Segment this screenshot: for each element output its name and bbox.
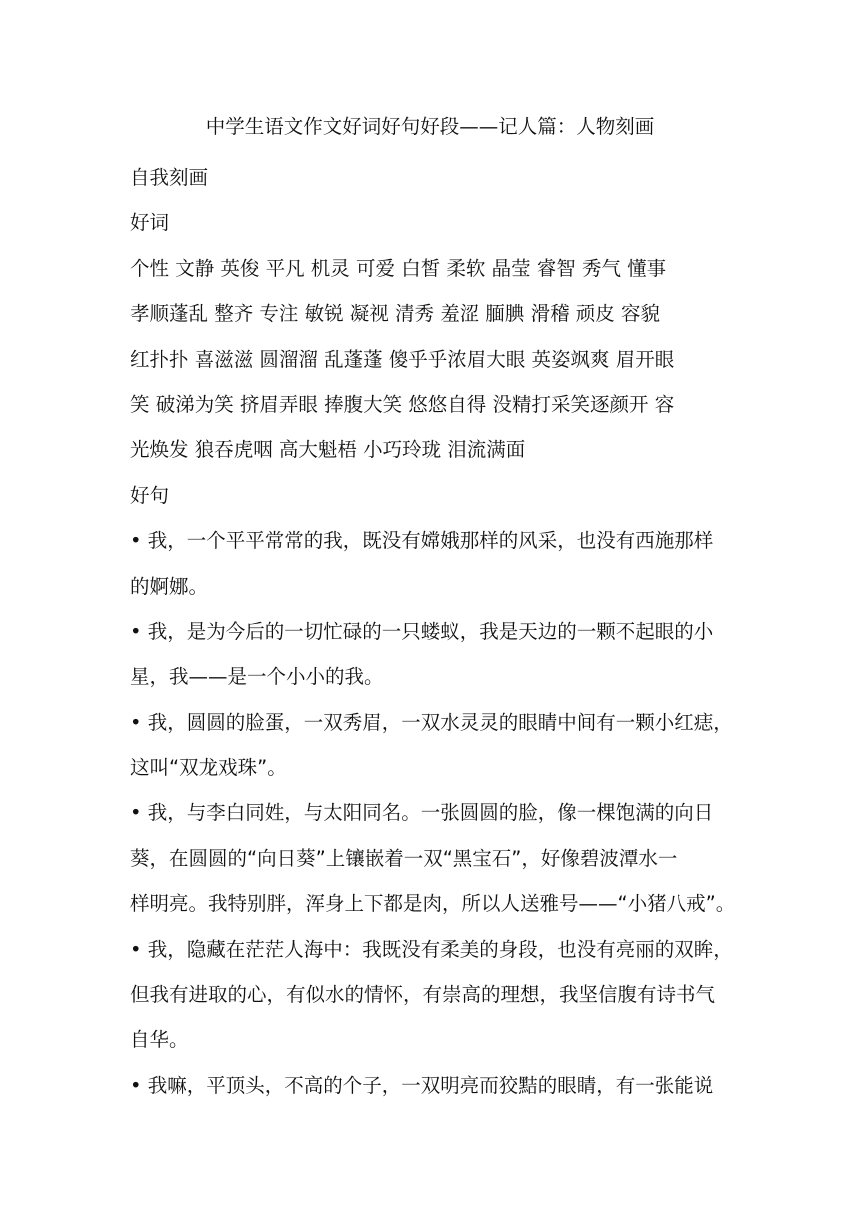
document-body bbox=[130, 155, 736, 1108]
sentence-line: • 我，是为今后的一切忙碌的一只蝼蚁，我是天边的一颗不起眼的小 bbox=[130, 619, 714, 643]
sentence-line: 这叫“双龙戏珠”。 bbox=[130, 756, 287, 780]
sentence-line: 但我有进取的心，有似水的情怀，有崇高的理想，我坚信腹有诗书气 bbox=[130, 983, 716, 1007]
sentence-line: • 我嘛，平顶头，不高的个子，一双明亮而狡黠的眼睛，有一张能说 bbox=[130, 1073, 714, 1097]
words-heading: 好词 bbox=[130, 211, 170, 235]
words-line: 个性 文静 英俊 平凡 机灵 可爱 白皙 柔软 晶莹 睿智 秀气 懂事 bbox=[130, 256, 667, 280]
sentence-line: 星，我——是一个小小的我。 bbox=[130, 665, 384, 689]
words-line: 红扑扑 喜滋滋 圆溜溜 乱蓬蓬 傻乎乎浓眉大眼 英姿飒爽 眉开眼 bbox=[130, 347, 675, 371]
words-line: 笑 破涕为笑 挤眉弄眼 捧腹大笑 悠悠自得 没精打采笑逐颜开 容 bbox=[130, 392, 675, 416]
sentence-line: • 我，一个平平常常的我，既没有嫦娥那样的风采，也没有西施那样 bbox=[130, 529, 714, 553]
words-line: 光焕发 狼吞虎咽 高大魁梧 小巧玲珑 泪流满面 bbox=[130, 438, 526, 462]
section-heading: 自我刻画 bbox=[130, 166, 209, 189]
sentences-heading: 好句 bbox=[130, 483, 170, 507]
sentence-line: 样明亮。我特别胖，浑身上下都是肉，所以人送雅号——“小猪八戒”。 bbox=[130, 892, 736, 916]
sentence-line: 自华。 bbox=[130, 1028, 189, 1052]
sentence-line: 的婀娜。 bbox=[130, 574, 209, 598]
sentence-line: • 我，圆圆的脸蛋，一双秀眉，一双水灵灵的眼睛中间有一颗小红痣， bbox=[130, 710, 733, 734]
sentence-line: 葵，在圆圆的“向日葵”上镶嵌着一双“黑宝石”，好像碧波潭水一 bbox=[130, 846, 678, 870]
sentence-line: • 我，隐藏在茫茫人海中：我既没有柔美的身段，也没有亮丽的双眸， bbox=[130, 937, 733, 961]
document-title: 中学生语文作文好词好句好段——记人篇：人物刻画 bbox=[205, 115, 655, 138]
sentence-line: • 我，与李白同姓，与太阳同名。一张圆圆的脸，像一棵饱满的向日 bbox=[130, 801, 714, 825]
words-line: 孝顺蓬乱 整齐 专注 敏锐 凝视 清秀 羞涩 腼腆 滑稽 顽皮 容貌 bbox=[130, 302, 660, 326]
